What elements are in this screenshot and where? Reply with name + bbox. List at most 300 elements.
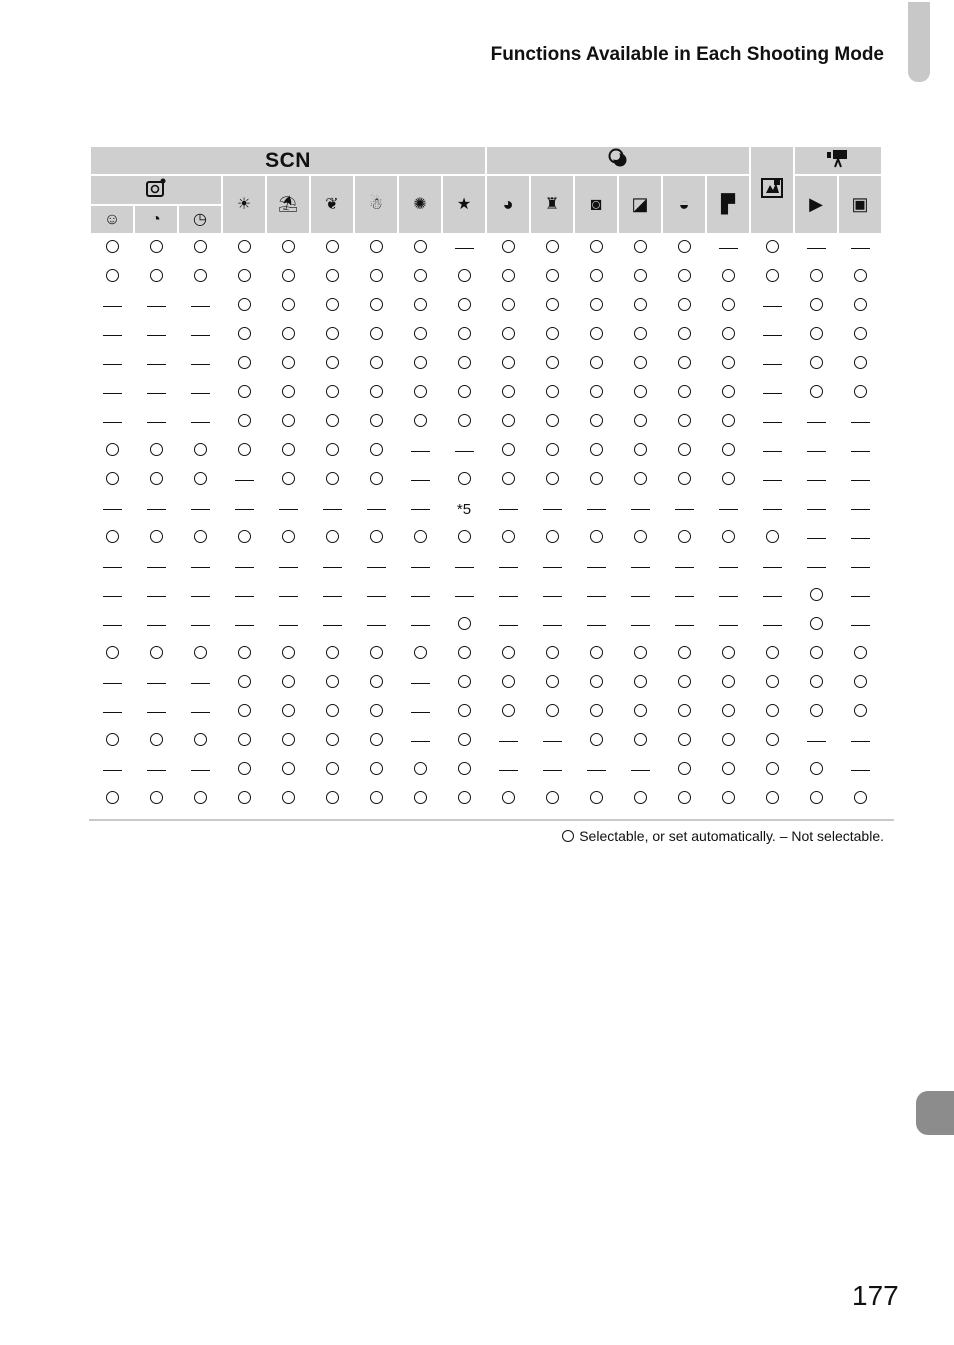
table-cell [795,554,837,581]
not-selectable-mark [543,625,562,626]
selectable-mark [590,356,603,369]
not-selectable-mark [411,712,430,713]
selectable-mark [854,356,867,369]
table-cell [531,467,573,494]
not-selectable-mark [807,509,826,510]
table-cell [531,322,573,349]
table-cell [443,235,485,262]
table-cell [575,380,617,407]
table-cell [487,293,529,320]
table-cell [531,728,573,755]
movie-group-header [795,147,881,174]
table-cell [751,380,793,407]
selectable-mark [238,385,251,398]
selectable-mark [326,298,339,311]
selectable-mark [634,675,647,688]
selectable-mark [282,298,295,311]
not-selectable-mark [455,567,474,568]
not-selectable-mark [103,306,122,307]
selectable-mark [194,530,207,543]
table-cell [619,351,661,378]
selectable-mark [502,472,515,485]
selectable-mark [678,646,691,659]
table-cell [707,235,749,262]
table-cell [707,786,749,813]
col-header-poster-effect [707,176,749,233]
table-cell [531,351,573,378]
table-cell [751,670,793,697]
table-cell [91,293,133,320]
selectable-mark [810,356,823,369]
selectable-mark [546,385,559,398]
selectable-mark [194,791,207,804]
selectable-mark [370,385,383,398]
selectable-mark [150,791,163,804]
table-cell [223,467,265,494]
not-selectable-mark [279,596,298,597]
not-selectable-mark [191,306,210,307]
selectable-mark [282,733,295,746]
table-cell [91,264,133,291]
table-cell [663,496,705,523]
not-selectable-mark [411,509,430,510]
selectable-mark [370,327,383,340]
not-selectable-mark [763,393,782,394]
table-cell [443,467,485,494]
selectable-mark [722,675,735,688]
not-selectable-mark [103,335,122,336]
selectable-mark [326,733,339,746]
table-cell [795,699,837,726]
not-selectable-mark [191,683,210,684]
not-selectable-mark [851,770,870,771]
selectable-mark [238,356,251,369]
not-selectable-mark [587,509,606,510]
selectable-mark [590,530,603,543]
table-cell [487,409,529,436]
not-selectable-mark [411,451,430,452]
selectable-mark [370,269,383,282]
table-cell [311,699,353,726]
selectable-mark [326,327,339,340]
not-selectable-mark [851,538,870,539]
table-cell [663,641,705,668]
selectable-mark [590,675,603,688]
selectable-mark [634,269,647,282]
selectable-mark [678,530,691,543]
table-cell [839,380,881,407]
not-selectable-mark [411,567,430,568]
not-selectable-mark [851,509,870,510]
selectable-mark [722,733,735,746]
table-cell [91,380,133,407]
table-row [91,525,881,552]
table-cell [795,467,837,494]
not-selectable-mark [191,393,210,394]
selectable-mark [722,414,735,427]
selectable-mark [106,791,119,804]
not-selectable-mark [191,422,210,423]
table-cell [223,554,265,581]
not-selectable-mark [455,248,474,249]
selectable-mark [546,791,559,804]
selectable-mark [194,240,207,253]
selectable-mark [590,443,603,456]
table-cell [619,467,661,494]
selectable-mark [370,298,383,311]
table-cell [223,496,265,523]
selectable-mark [854,385,867,398]
table-cell [839,554,881,581]
table-cell [179,525,221,552]
table-row [91,728,881,755]
table-row [91,496,881,523]
not-selectable-mark [851,567,870,568]
selectable-mark [766,269,779,282]
selectable-mark [722,472,735,485]
table-cell [575,467,617,494]
not-selectable-mark [235,567,254,568]
not-selectable-mark [763,480,782,481]
table-cell [179,264,221,291]
table-cell [531,409,573,436]
circle-icon [562,830,574,842]
table-cell [839,351,881,378]
table-cell [443,699,485,726]
selectable-mark [854,675,867,688]
table-cell [795,264,837,291]
table-cell [179,467,221,494]
table-cell [751,612,793,639]
table-row [91,235,881,262]
not-selectable-mark [235,480,254,481]
table-cell [223,438,265,465]
selectable-mark [546,443,559,456]
table-cell [575,786,617,813]
table-cell [91,641,133,668]
table-cell [179,496,221,523]
page-title: Functions Available in Each Shooting Mode [490,44,884,65]
custom-timer-icon: ◷ [193,210,207,228]
table-cell [663,293,705,320]
selectable-mark [414,240,427,253]
not-selectable-mark [367,596,386,597]
selectable-mark [634,356,647,369]
table-cell [663,670,705,697]
selectable-mark [810,675,823,688]
not-selectable-mark [807,422,826,423]
selectable-mark [678,733,691,746]
table-cell [487,612,529,639]
not-selectable-mark [763,364,782,365]
table-cell [135,351,177,378]
selectable-mark [722,327,735,340]
selectable-mark [810,327,823,340]
col-header-foliage [311,176,353,233]
selectable-mark [326,472,339,485]
table-row [91,554,881,581]
table-cell [311,641,353,668]
table-cell [135,554,177,581]
selectable-mark [590,472,603,485]
table-cell [707,351,749,378]
table-cell [311,554,353,581]
table-cell [575,699,617,726]
table-cell [399,786,441,813]
table-cell [839,293,881,320]
table-cell [795,380,837,407]
not-selectable-mark [851,248,870,249]
selectable-mark [546,675,559,688]
table-cell [91,467,133,494]
selectable-mark [238,443,251,456]
table-cell [311,409,353,436]
table-cell [751,757,793,784]
table-cell [443,525,485,552]
selectable-mark [590,269,603,282]
table-cell [311,525,353,552]
table-cell [619,438,661,465]
table-cell [531,554,573,581]
table-cell [311,380,353,407]
table-cell [707,293,749,320]
table-cell [135,380,177,407]
table-cell [179,438,221,465]
table-cell [399,757,441,784]
table-cell [707,612,749,639]
not-selectable-mark [147,306,166,307]
table-cell [751,438,793,465]
table-cell [487,554,529,581]
standard-movie-icon: ▶ [809,193,823,214]
table-row [91,786,881,813]
table-cell [707,380,749,407]
table-cell [839,757,881,784]
table-cell [663,583,705,610]
not-selectable-mark [103,596,122,597]
selectable-mark [766,762,779,775]
selectable-mark [722,530,735,543]
table-cell [223,235,265,262]
table-cell [707,467,749,494]
selectable-mark [106,733,119,746]
selectable-mark [810,704,823,717]
table-cell [751,699,793,726]
selectable-mark [502,327,515,340]
table-cell [355,467,397,494]
table-cell [663,467,705,494]
not-selectable-mark [411,683,430,684]
selectable-mark [722,385,735,398]
scn-group-header [91,147,485,174]
table-cell [575,235,617,262]
table-cell [311,786,353,813]
table-cell [311,264,353,291]
table-cell [443,583,485,610]
table-cell [487,235,529,262]
selectable-mark [634,414,647,427]
table-cell [135,496,177,523]
table-cell [91,322,133,349]
not-selectable-mark [763,625,782,626]
selectable-mark [766,704,779,717]
table-cell [487,264,529,291]
table-cell [223,583,265,610]
not-selectable-mark [191,567,210,568]
selectable-mark [766,733,779,746]
selectable-mark [810,646,823,659]
table-cell [707,525,749,552]
not-selectable-mark [147,625,166,626]
col-header-wink-timer [91,206,133,233]
not-selectable-mark [191,364,210,365]
table-cell [355,670,397,697]
table-row [91,757,881,784]
table-cell [223,380,265,407]
selectable-mark [150,269,163,282]
table-cell [399,438,441,465]
col-header-super-vivid [663,176,705,233]
table-cell [223,641,265,668]
table-cell [399,351,441,378]
miniature-icon: ♜ [544,195,560,213]
not-selectable-mark [543,596,562,597]
selectable-mark [678,704,691,717]
table-cell [311,496,353,523]
table-cell [619,699,661,726]
table-cell [707,322,749,349]
discreet-mode-icon [760,177,784,199]
table-cell [795,728,837,755]
table-cell [795,496,837,523]
selectable-mark [546,269,559,282]
snow-icon: ☃ [368,195,384,213]
table-cell [575,525,617,552]
not-selectable-mark [147,364,166,365]
not-selectable-mark [675,625,694,626]
table-cell [575,670,617,697]
table-row [91,322,881,349]
selectable-mark [414,646,427,659]
table-cell [355,612,397,639]
table-cell [179,786,221,813]
not-selectable-mark [763,451,782,452]
selectable-mark [678,327,691,340]
selectable-mark [722,443,735,456]
selectable-mark [326,530,339,543]
not-selectable-mark [631,596,650,597]
legend-text: Selectable, or set automatically. – Not selectable. [579,828,884,844]
table-cell [179,670,221,697]
foliage-icon: ❦ [325,195,339,213]
selectable-mark [502,356,515,369]
table-cell [311,612,353,639]
not-selectable-mark [235,596,254,597]
not-selectable-mark [763,509,782,510]
selectable-mark [502,269,515,282]
not-selectable-mark [147,509,166,510]
selectable-mark [634,646,647,659]
table-cell [223,525,265,552]
table-cell [619,380,661,407]
table-cell [839,612,881,639]
table-cell [619,583,661,610]
selectable-mark [150,443,163,456]
selectable-mark [766,675,779,688]
not-selectable-mark [191,712,210,713]
table-cell [795,235,837,262]
table-cell [531,641,573,668]
table-cell [575,583,617,610]
selectable-mark [370,414,383,427]
table-cell [575,757,617,784]
not-selectable-mark [323,567,342,568]
col-header-beach [267,176,309,233]
selectable-mark [678,443,691,456]
table-cell [399,380,441,407]
table-cell [795,525,837,552]
table-cell [267,293,309,320]
table-cell [751,264,793,291]
table-cell [223,322,265,349]
selectable-mark [458,327,471,340]
table-cell [179,612,221,639]
table-cell [135,525,177,552]
not-selectable-mark [147,770,166,771]
table-cell [355,554,397,581]
selectable-mark [282,530,295,543]
selectable-mark [106,646,119,659]
not-selectable-mark [763,596,782,597]
creative-filters-icon [607,147,629,169]
selectable-mark [810,298,823,311]
selectable-mark [590,298,603,311]
table-cell [443,670,485,697]
table-cell [663,612,705,639]
table-cell [135,728,177,755]
table-cell [487,786,529,813]
table-cell [135,264,177,291]
table-cell [311,322,353,349]
not-selectable-mark [543,567,562,568]
selectable-mark [502,704,515,717]
table-cell [399,670,441,697]
table-cell [179,293,221,320]
beach-icon: ⛱ [277,195,299,213]
table-cell [443,351,485,378]
selectable-mark [282,762,295,775]
table-cell [531,699,573,726]
table-cell [223,293,265,320]
table-cell [751,351,793,378]
table-cell [135,438,177,465]
not-selectable-mark [807,451,826,452]
selectable-mark [766,646,779,659]
not-selectable-mark [103,393,122,394]
not-selectable-mark [147,596,166,597]
table-cell [399,583,441,610]
not-selectable-mark [147,422,166,423]
table-cell [443,380,485,407]
selectable-mark [590,791,603,804]
selectable-mark [458,617,471,630]
not-selectable-mark [103,625,122,626]
selectable-mark [590,646,603,659]
table-cell [179,351,221,378]
table-cell [795,409,837,436]
table-cell [399,699,441,726]
selectable-mark [810,762,823,775]
